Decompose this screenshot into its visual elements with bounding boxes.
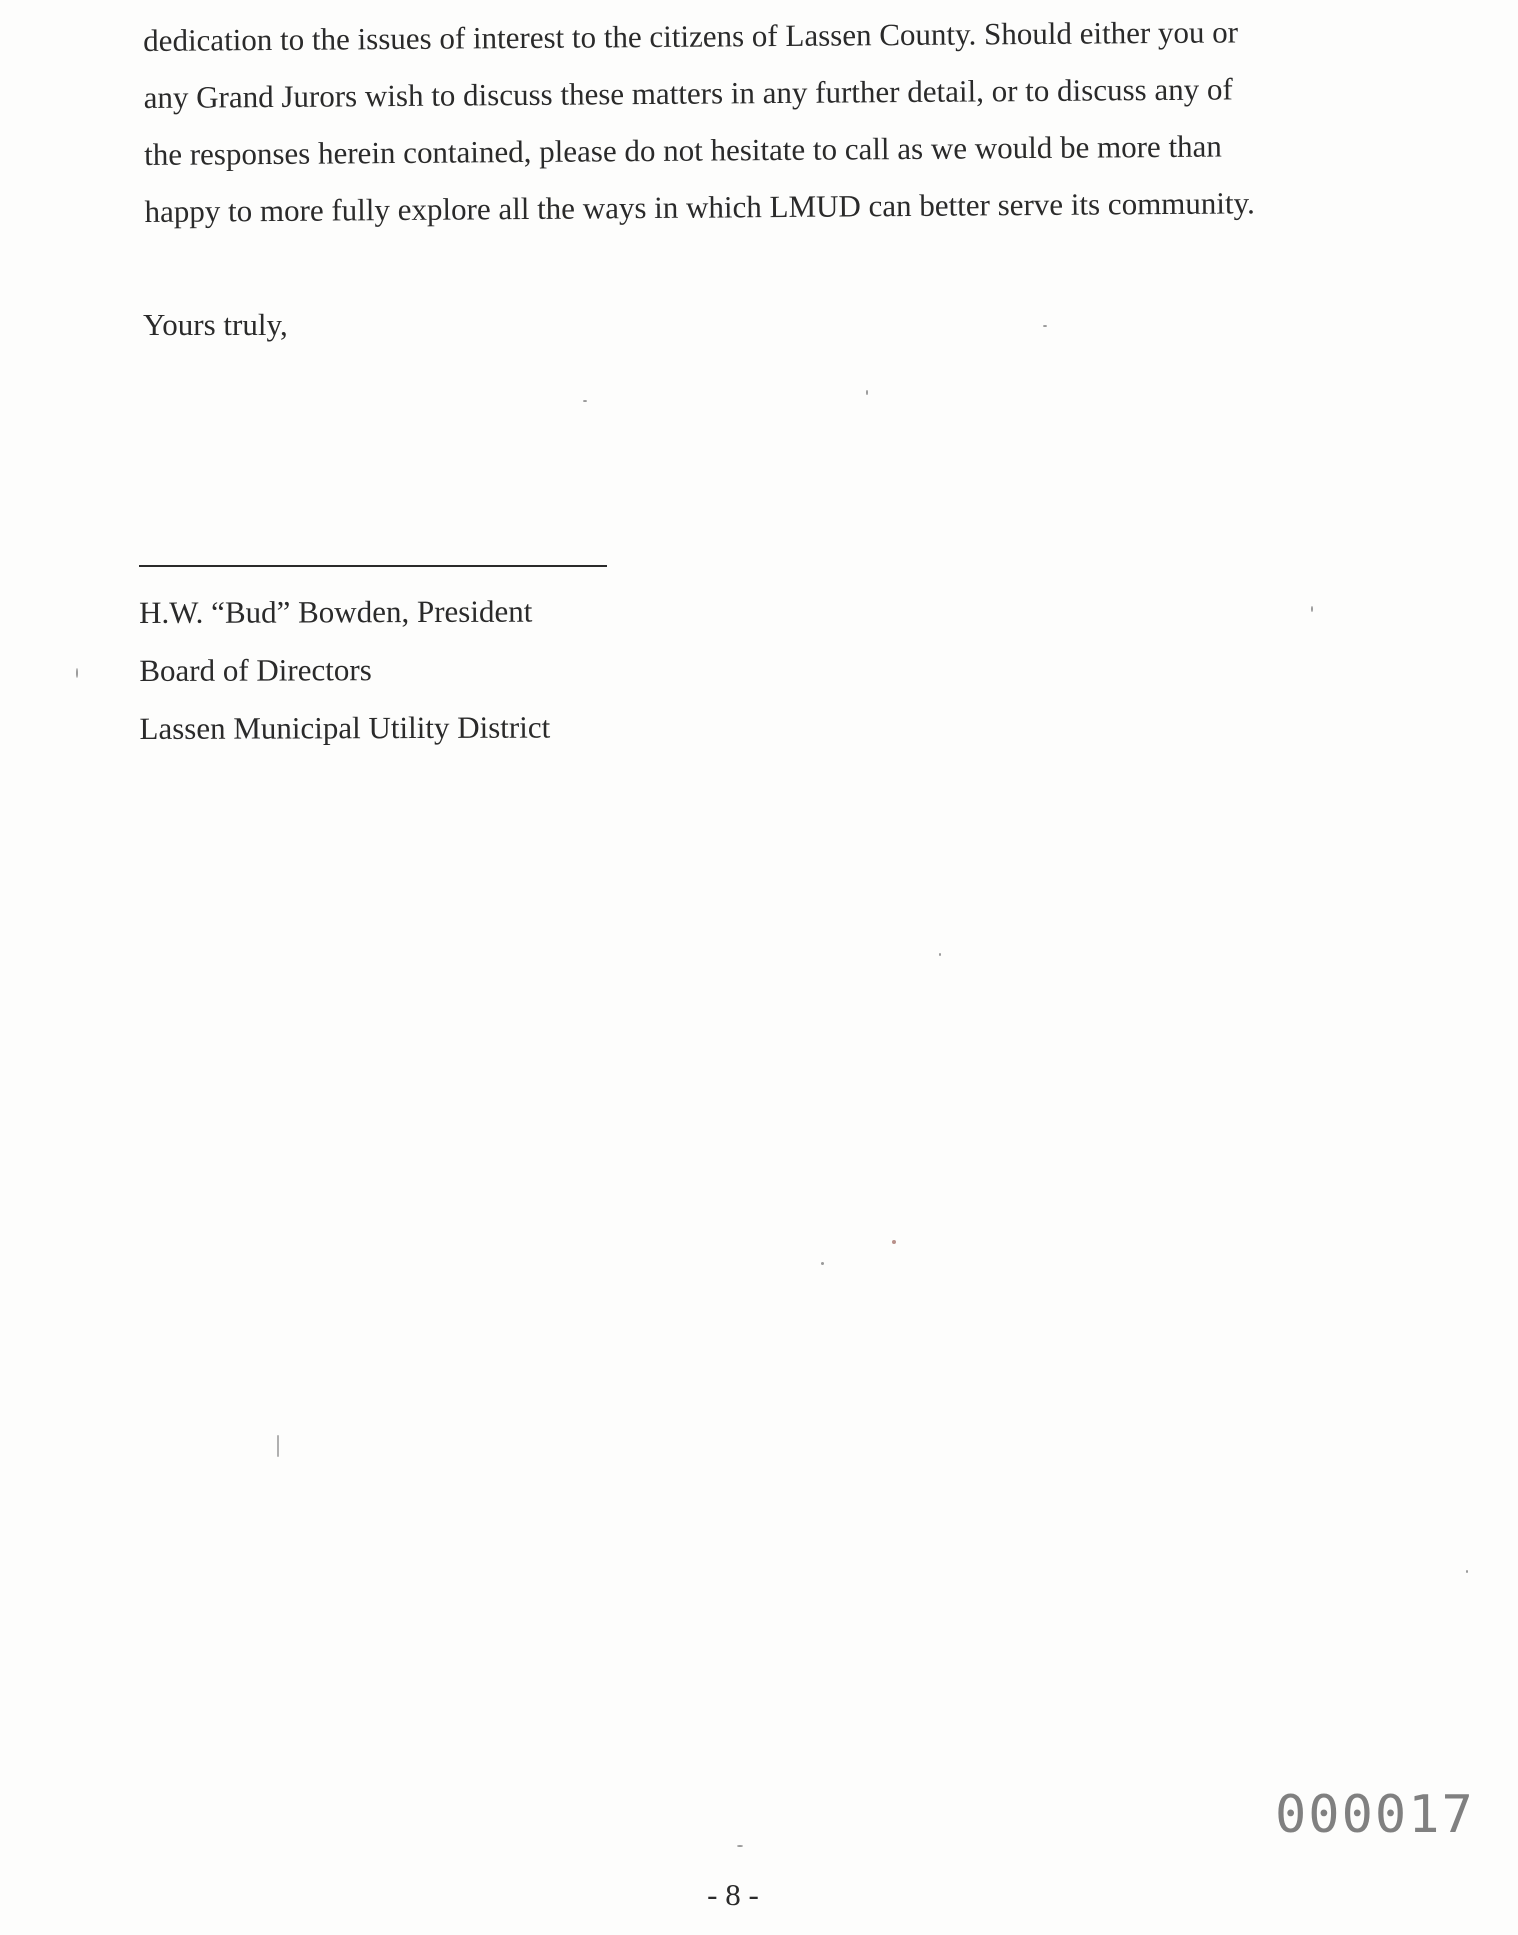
scan-speck (737, 1845, 743, 1847)
scan-speck (1043, 325, 1047, 327)
body-line: any Grand Jurors wish to discuss these matters in any further detail, or to discuss any of (143, 71, 1233, 115)
signatory-name-title: H.W. “Bud” Bowden, President (139, 593, 533, 630)
scan-speck (821, 1262, 824, 1265)
scan-speck (583, 400, 587, 402)
scan-speck (892, 1240, 896, 1244)
signature-block (139, 583, 550, 758)
page-number: - 8 - (707, 1877, 759, 1912)
letter-body-paragraph (143, 2, 1365, 240)
body-line: the responses herein contained, please do not hesitate to call as we would be more than (143, 128, 1222, 172)
bates-stamp-number: 000017 (1275, 1785, 1475, 1845)
scan-speck (76, 668, 78, 678)
body-line: dedication to the issues of interest to the citizens of Lassen County. Should either you or (143, 14, 1239, 58)
signatory-body: Board of Directors (139, 652, 372, 688)
scan-speck (277, 1435, 279, 1457)
letter-closing: Yours truly, (143, 307, 288, 342)
scan-speck (1311, 606, 1313, 612)
signatory-organization: Lassen Municipal Utility District (139, 709, 551, 746)
body-line: happy to more fully explore all the ways in which LMUD can better serve its community. (144, 185, 1255, 229)
scan-speck (866, 390, 868, 395)
scan-speck (1466, 1570, 1468, 1573)
signature-line (139, 565, 607, 567)
scan-speck (939, 953, 941, 956)
